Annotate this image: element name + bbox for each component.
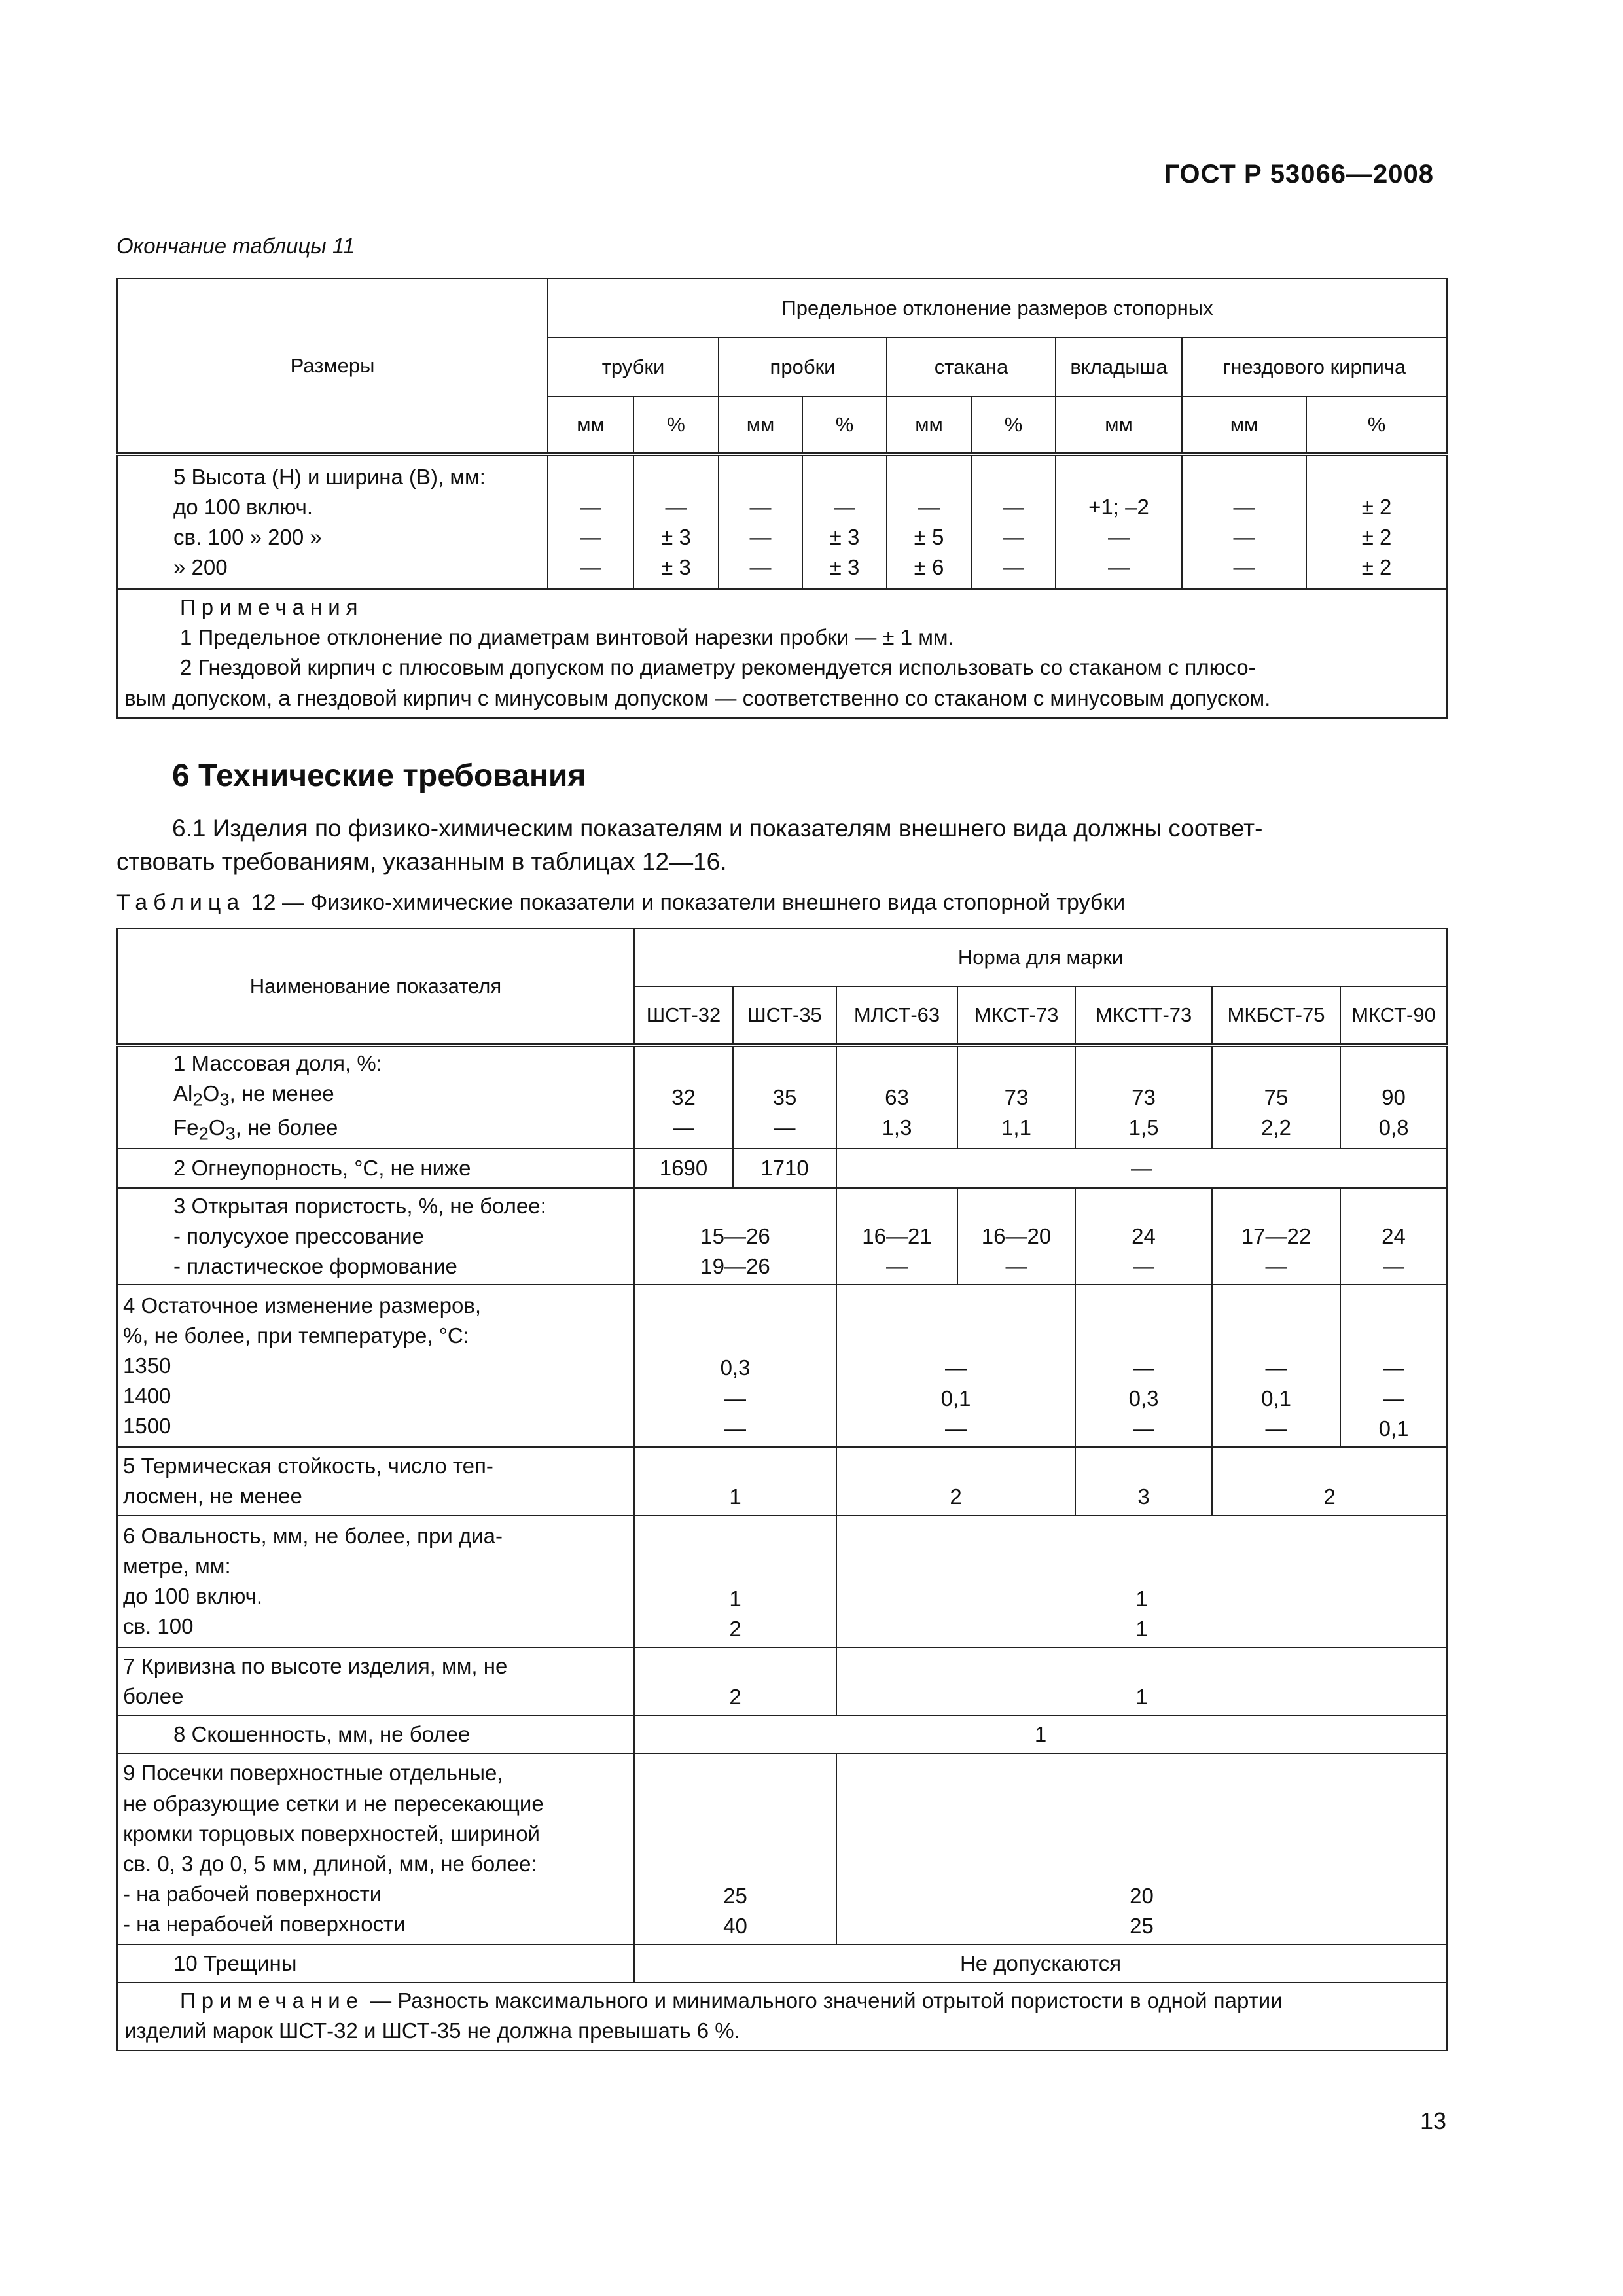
table-cell: 63 1,3: [836, 1045, 957, 1149]
row-label-thermal-stability: 5 Термическая стойкость, число теп- лосмен, не менее: [117, 1447, 634, 1515]
row-label: 5 Высота (H) и ширина (B), мм: до 100 включ. св. 100 » 200 » » 200: [117, 454, 548, 589]
caption-word: Таблица: [116, 890, 245, 915]
table-continuation-label: Окончание таблицы 11: [116, 234, 355, 258]
section-title: 6 Технические требования: [172, 759, 586, 793]
table-cell: 1 2: [634, 1515, 836, 1647]
formula-subscript: 3: [219, 1089, 230, 1110]
table-cell: — — —: [548, 454, 633, 589]
table-cell: — 0,1 —: [836, 1285, 1075, 1447]
table-cell: 1: [634, 1715, 1447, 1753]
table-cell: ± 2 ± 2 ± 2: [1306, 454, 1447, 589]
table-cell: Не допускаются: [634, 1945, 1447, 1982]
row-label-mass-fraction: [117, 1045, 634, 1149]
unit-header: мм: [887, 397, 971, 454]
table-cell: 15—26 19—26: [634, 1188, 836, 1285]
table-cell: 1: [836, 1647, 1447, 1715]
row-label-line: 1 Массовая доля, %:: [173, 1050, 382, 1075]
table-note: [117, 1982, 1447, 2051]
table-cell: — — —: [719, 454, 802, 589]
table-cell: 2: [1212, 1447, 1447, 1515]
col-header-name: Наименование показателя: [117, 929, 634, 1045]
row-label-porosity: 3 Открытая пористость, %, не более: - полусухое прессование - пластическое формование: [117, 1188, 634, 1285]
table-cell: — ± 5 ± 6: [887, 454, 971, 589]
col-header-item: гнездового кирпича: [1182, 338, 1447, 397]
col-header-brand: МКБСТ-75: [1212, 986, 1340, 1045]
table-cell: 73 1,5: [1075, 1045, 1212, 1149]
col-header-item: трубки: [548, 338, 719, 397]
group-header: Предельное отклонение размеров стопорных: [548, 279, 1447, 338]
note-2-line-2: вым допуском, а гнездовой кирпич с минусовым допуском — соответственно со стаканом с минусовым допуском.: [124, 685, 1271, 710]
unit-header: мм: [1056, 397, 1182, 454]
col-header-brand: МЛСТ-63: [836, 986, 957, 1045]
note-line-2: изделий марок ШСТ-32 и ШСТ-35 не должна превышать 6 %.: [124, 2018, 740, 2043]
table-cell: 0,3 — —: [634, 1285, 836, 1447]
col-header-brand: МКСТ-73: [957, 986, 1075, 1045]
col-header-item: пробки: [719, 338, 887, 397]
col-header-brand: МКСТ-90: [1340, 986, 1447, 1045]
table-cell: — 0,1 —: [1212, 1285, 1340, 1447]
table-cell: — — —: [1182, 454, 1306, 589]
formula-part: Fe: [173, 1115, 199, 1140]
row-label-bevel: 8 Скошенность, мм, не более: [117, 1715, 634, 1753]
unit-header: %: [633, 397, 719, 454]
document-header: ГОСТ Р 53066—2008: [1164, 160, 1434, 188]
table-cell: 1690: [634, 1149, 733, 1188]
table-cell: 1710: [733, 1149, 836, 1188]
formula-subscript: 2: [192, 1089, 203, 1110]
table-cell: 24 —: [1340, 1188, 1447, 1285]
table-cell: 1: [634, 1447, 836, 1515]
note-text: — Разность максимального и минимального значений отрытой пористости в одной партии: [364, 1988, 1283, 2013]
table-12: [116, 928, 1448, 2051]
note-2-line-1: 2 Гнездовой кирпич с плюсовым допуском по диаметру рекомендуется использовать со стаканом с плюсо-: [180, 655, 1256, 680]
group-header: Норма для марки: [634, 929, 1447, 986]
note-word: Примечание: [180, 1988, 365, 2013]
row-label-line: [123, 1113, 628, 1147]
col-header-item: вкладыша: [1056, 338, 1182, 397]
table-cell: 35 —: [733, 1045, 836, 1149]
unit-header: мм: [548, 397, 633, 454]
col-header-item: стакана: [887, 338, 1056, 397]
row-label-ovality: 6 Овальность, мм, не более, при диа- метре, мм: до 100 включ. св. 100: [117, 1515, 634, 1647]
table-cell: +1; –2 — —: [1056, 454, 1182, 589]
table-cell: 17—22 —: [1212, 1188, 1340, 1285]
table-cell: —: [836, 1149, 1447, 1188]
table-cell: 16—21 —: [836, 1188, 957, 1285]
table-cell: — 0,3 —: [1075, 1285, 1212, 1447]
formula-subscript: 3: [225, 1123, 236, 1144]
formula-part: O: [208, 1115, 226, 1140]
row-label-surface-cuts: 9 Посечки поверхностные отдельные, не образующие сетки и не пересекающие кромки торцовых поверхностей, шириной св. 0, 3 до 0, 5 мм, длиной, мм, не более: - на рабочей поверхности - на нерабочей поверхности: [117, 1753, 634, 1945]
row-label-cracks: 10 Трещины: [117, 1945, 634, 1982]
table-cell: — ± 3 ± 3: [802, 454, 887, 589]
formula-part: O: [202, 1081, 220, 1105]
table-cell: 32 —: [634, 1045, 733, 1149]
row-label-curvature: 7 Кривизна по высоте изделия, мм, не более: [117, 1647, 634, 1715]
page-number: 13: [1419, 2108, 1446, 2134]
formula-part: Al: [173, 1081, 193, 1105]
unit-header: мм: [1182, 397, 1306, 454]
row-label-line: [123, 1079, 628, 1113]
formula-subscript: 2: [198, 1123, 209, 1144]
table-cell: 16—20 —: [957, 1188, 1075, 1285]
table-cell: 24 —: [1075, 1188, 1212, 1285]
col-header-brand: МКСТТ-73: [1075, 986, 1212, 1045]
table-cell: 20 25: [836, 1753, 1447, 1945]
table-cell: — ± 3 ± 3: [633, 454, 719, 589]
table-cell: — — 0,1: [1340, 1285, 1447, 1447]
section-paragraph: [116, 812, 1446, 878]
notes-title: Примечания: [180, 595, 364, 619]
note-1: 1 Предельное отклонение по диаметрам винтовой нарезки пробки — ± 1 мм.: [180, 625, 954, 650]
table-cell: 1 1: [836, 1515, 1447, 1647]
table-cell: 75 2,2: [1212, 1045, 1340, 1149]
table-12-caption: [116, 890, 1125, 916]
table-cell: 2: [836, 1447, 1075, 1515]
formula-part: , не менее: [229, 1081, 334, 1105]
unit-header: мм: [719, 397, 802, 454]
table-cell: 90 0,8: [1340, 1045, 1447, 1149]
table-11: [116, 278, 1448, 719]
row-label-refractoriness: 2 Огнеупорность, °С, не ниже: [117, 1149, 634, 1188]
table-cell: — — —: [971, 454, 1056, 589]
table-cell: 25 40: [634, 1753, 836, 1945]
unit-header: %: [802, 397, 887, 454]
unit-header: %: [1306, 397, 1447, 454]
note-line-1: [124, 1986, 1440, 2016]
table-notes: [117, 589, 1447, 718]
row-label-size-change: 4 Остаточное изменение размеров, %, не более, при температуре, °С: 1350 1400 1500: [117, 1285, 634, 1447]
table-cell: 73 1,1: [957, 1045, 1075, 1149]
table-cell: 2: [634, 1647, 836, 1715]
caption-text: 12 — Физико-химические показатели и показатели внешнего вида стопорной трубки: [245, 890, 1126, 915]
paragraph-line-1: 6.1 Изделия по физико-химическим показателям и показателям внешнего вида должны соответ-: [172, 815, 1263, 842]
unit-header: %: [971, 397, 1056, 454]
table-cell: 3: [1075, 1447, 1212, 1515]
col-header-sizes: Размеры: [117, 279, 548, 454]
formula-part: , не более: [235, 1115, 338, 1140]
col-header-brand: ШСТ-32: [634, 986, 733, 1045]
col-header-brand: ШСТ-35: [733, 986, 836, 1045]
paragraph-line-2: ствовать требованиям, указанным в таблицах 12—16.: [116, 848, 727, 876]
